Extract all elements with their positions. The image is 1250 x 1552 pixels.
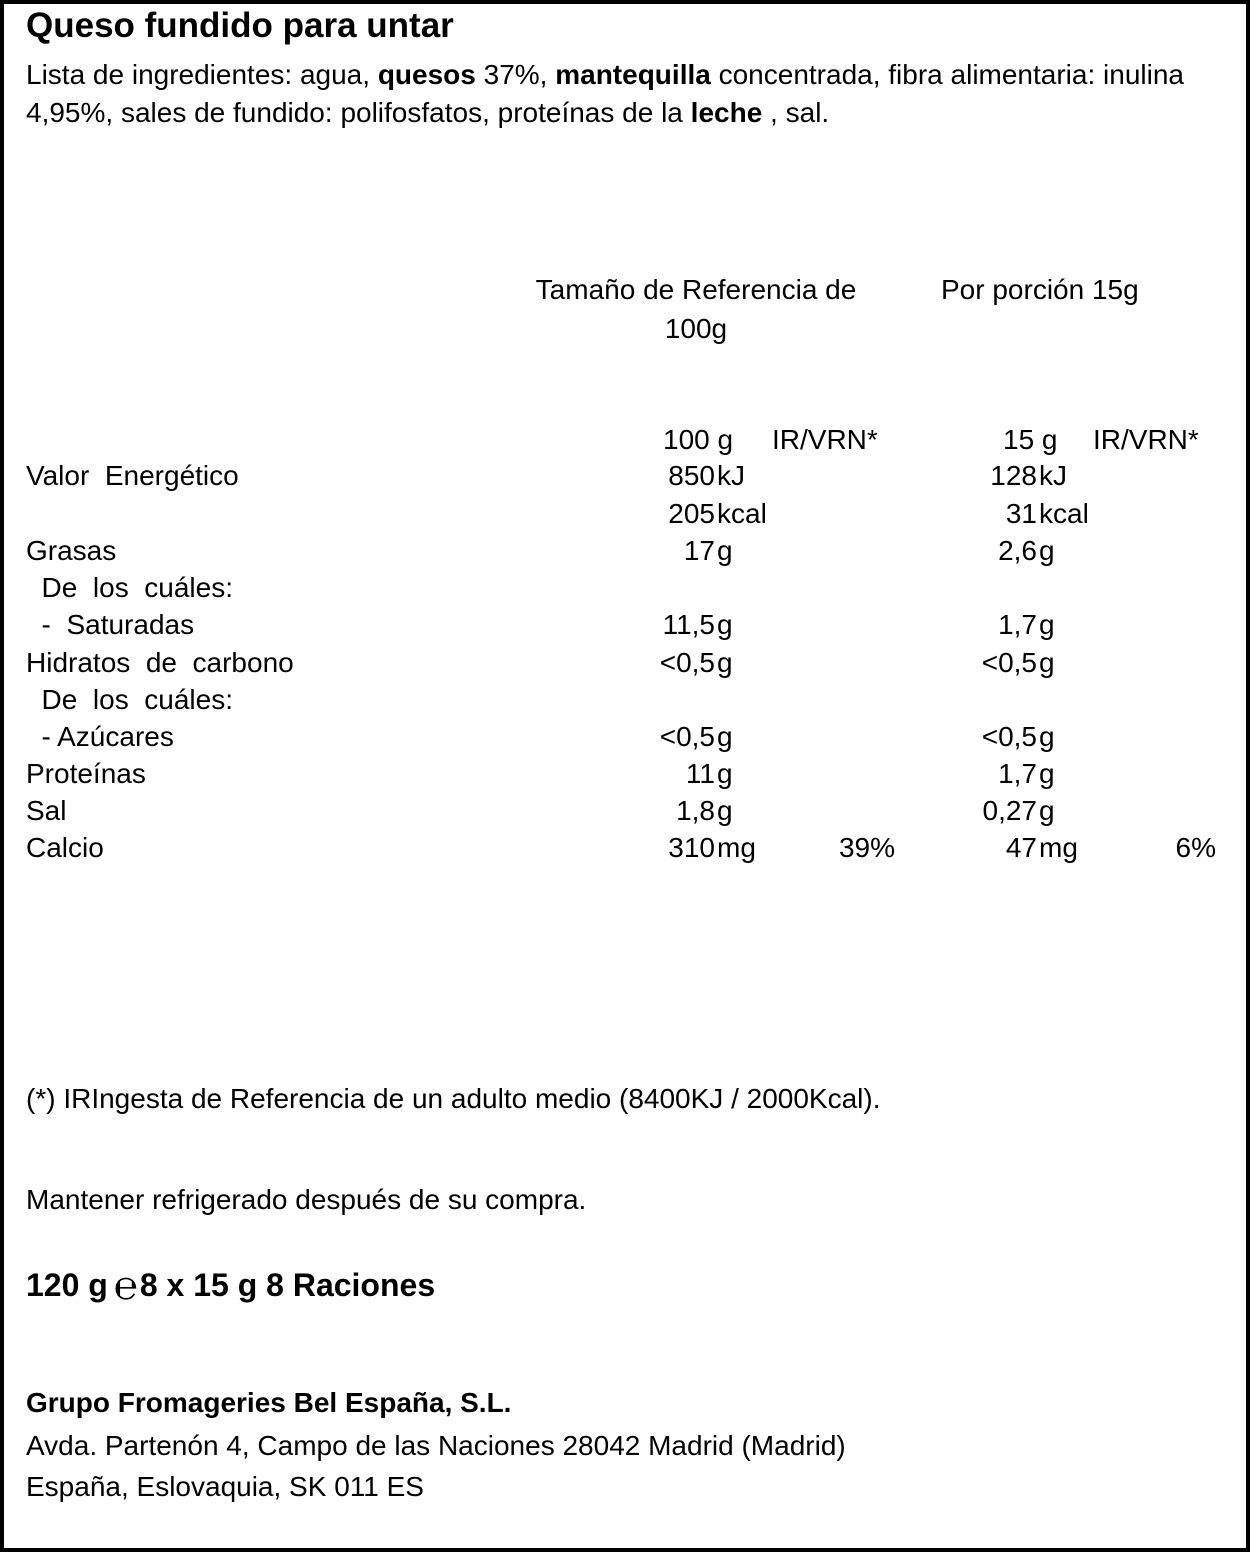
storage-instructions: Mantener refrigerado después de su compra. [26,1184,587,1215]
row-label: Grasas [26,535,117,566]
ingredients-part: Lista de ingredientes: agua, [26,59,378,90]
unit-100g: g [717,647,733,678]
row-label: De los cuáles: [26,684,233,715]
value-15g: 31 [1005,498,1037,529]
row-label: - Saturadas [26,609,195,640]
value-15g: 0,27 [982,795,1037,826]
header-portion: Por porción 15g [941,274,1139,305]
row-label: De los cuáles: [26,572,233,603]
footnote: (*) IRIngesta de Referencia de un adulto medio (8400KJ / 2000Kcal). [26,1083,881,1114]
unit-15g: g [1039,795,1055,826]
unit-15g: g [1039,758,1055,789]
value-15g: <0,5 [981,647,1037,678]
allergen-mantequilla: mantequilla [555,59,711,90]
unit-15g: mg [1039,832,1078,863]
value-100g: 850 [668,460,715,491]
value-100g: 205 [668,498,715,529]
unit-15g: g [1039,721,1055,752]
unit-100g: g [717,795,733,826]
row-label: Sal [26,795,67,826]
value-15g: 47 [1005,832,1037,863]
row-label: Proteínas [26,758,146,789]
unit-100g: kJ [717,460,745,491]
subheader-irvrn-15: IR/VRN* [1093,424,1199,455]
unit-100g: g [717,721,733,752]
product-title: Queso fundido para untar [26,6,454,45]
value-100g: 1,8 [676,795,715,826]
ingredients-part: , sal. [762,96,830,128]
unit-15g: g [1039,647,1055,678]
ir-percent-100g: 39% [838,832,895,863]
value-15g: <0,5 [981,721,1037,752]
net-weight: 120 g [26,1267,108,1303]
allergen-leche: leche [690,96,763,128]
allergen-quesos: quesos [377,59,476,90]
company-address: Avda. Partenón 4, Campo de las Naciones 28042 Madrid (Madrid) [26,1430,846,1461]
value-15g: 1,7 [998,609,1037,640]
value-15g: 2,6 [998,535,1037,566]
portions: 8 x 15 g 8 Raciones [139,1267,436,1303]
unit-15g: g [1039,609,1055,640]
subheader-100g: 100 g [663,424,734,455]
row-label: Valor Energético [26,460,239,491]
unit-100g: kcal [717,498,767,529]
subheader-15g: 15 g [1003,424,1058,455]
value-15g: 1,7 [998,758,1037,789]
ingredients-part: 37%, [475,59,556,90]
unit-100g: g [717,758,733,789]
subheader-irvrn-100: IR/VRN* [772,424,878,455]
value-100g: 11,5 [662,609,715,640]
unit-100g: mg [717,832,756,863]
estimated-sign-icon: ℮ [113,1263,138,1309]
value-100g: 11 [685,758,715,789]
value-100g: 17 [683,535,715,566]
company-name: Grupo Fromageries Bel España, S.L. [26,1387,512,1418]
row-label: Calcio [26,832,104,863]
unit-15g: kcal [1039,498,1089,529]
unit-100g: g [717,609,733,640]
value-15g: 128 [990,460,1037,491]
header-ref-line1: Tamaño de Referencia de [535,274,857,305]
value-100g: <0,5 [659,721,715,752]
unit-100g: g [717,535,733,566]
row-label: - Azúcares [26,721,174,752]
unit-15g: g [1039,535,1055,566]
ingredients-list [26,56,1206,131]
row-label: Hidratos de carbono [26,647,294,678]
value-100g: 310 [668,832,715,863]
company-origin: España, Eslovaquia, SK 011 ES [26,1471,424,1502]
ingredients-part: concentrada, fibra alimentaria: inulina 4,95%, sales de fundido: polifosfatos, proteínas de la [26,59,1184,128]
unit-15g: kJ [1039,460,1067,491]
ir-percent-15g: 6% [1175,832,1216,863]
value-100g: <0,5 [659,647,715,678]
net-weight-line [26,1263,436,1309]
header-ref-line2: 100g [664,313,728,344]
